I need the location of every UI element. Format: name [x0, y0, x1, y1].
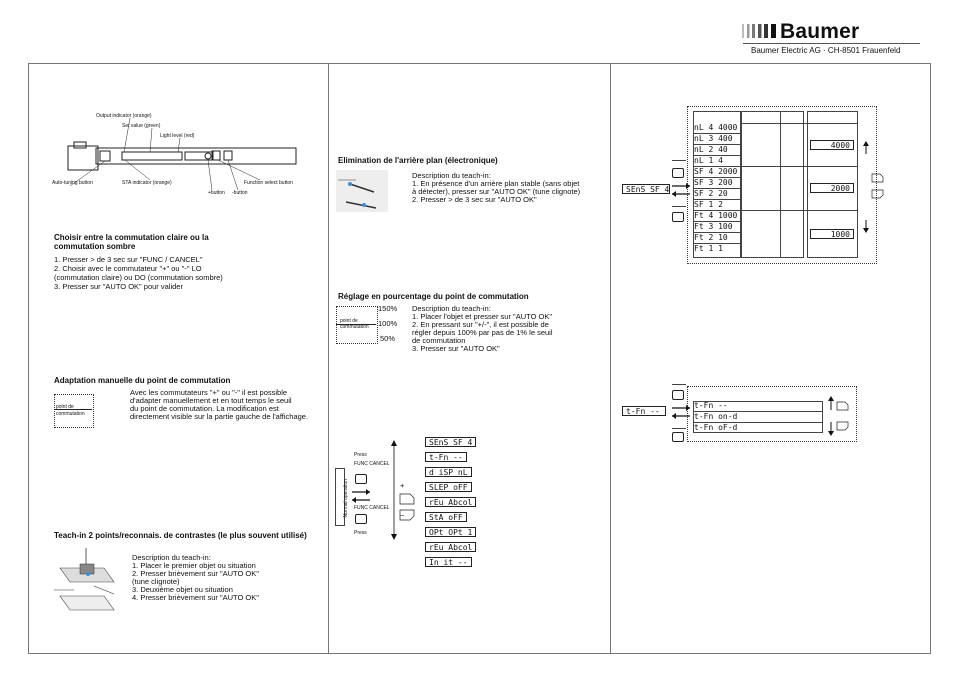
sens-start-display: SEnS SF 4	[622, 184, 670, 194]
bg-line-2: 1. En présence d'un arrière plan stable (sans objet	[412, 179, 580, 188]
label-sta-indicator: STA indicator (orange)	[122, 180, 172, 186]
step-2: 2. Choisir avec le commutateur "+" ou "-" LO	[54, 264, 202, 273]
menu-item-reu-2[interactable]: rEu Abcol	[425, 542, 476, 552]
adaptation-line-1: Avec les commutateurs "+" ou "-" il est possible	[130, 388, 288, 397]
pct-box-label-2: commutation	[340, 324, 369, 330]
menu-item-tfn[interactable]: t-Fn --	[425, 452, 467, 462]
menu-item-slep[interactable]: SLEP oFF	[425, 482, 472, 492]
tfn-bracket-top	[672, 384, 686, 385]
bg-line-4: 2. Presser > de 3 sec sur "AUTO OK"	[412, 195, 537, 204]
tfn-button-top[interactable]	[672, 390, 684, 400]
section-title-commutation: Choisir entre la commutation claire ou la	[54, 233, 209, 242]
pct-line-3: 2. En pressant sur "+/-", il est possible de	[412, 320, 549, 329]
section-title-adaptation: Adaptation manuelle du point de commutation	[54, 376, 231, 385]
background-elimination-illustration	[336, 170, 388, 212]
sens-bracket-top	[672, 160, 686, 161]
adaptation-line-2: d'adapter manuellement et en tout temps le seuil	[130, 396, 292, 405]
pct-line-6: 3. Presser sur "AUTO OK"	[412, 344, 500, 353]
normal-operation-label: Normal operation	[342, 479, 349, 518]
section-title-background-elimination: Elimination de l'arrière plan (électronique)	[338, 156, 498, 165]
tfn-switch-arrows-icon	[670, 404, 692, 420]
tfn-row-3: t-Fn oF-d	[694, 423, 738, 432]
sens-switch-arrows-icon	[670, 182, 692, 198]
step-3: 3. Presser sur "AUTO OK" pour valider	[54, 282, 183, 291]
menu-item-reu-1[interactable]: rEu Abcol	[425, 497, 476, 507]
section-title-percentage: Réglage en pourcentage du point de commutation	[338, 292, 529, 301]
sens-button-bottom[interactable]	[672, 212, 684, 222]
bg-line-3: à détecter), presser sur "AUTO OK" (tune clignote)	[412, 187, 581, 196]
teach2-line-6: 4. Presser brièvement sur "AUTO OK"	[132, 593, 259, 602]
menu-item-disp[interactable]: d iSP nL	[425, 467, 472, 477]
sens-row-2: nL 3 400	[694, 133, 740, 145]
sens-row-3: nL 2 40	[694, 144, 740, 156]
sens-row-6: SF 3 200	[694, 177, 740, 189]
sens-row-10: Ft 3 100	[694, 221, 740, 233]
teach2-line-4: (tune clignote)	[132, 577, 180, 586]
press-top-label: Press	[354, 452, 367, 458]
sens-value-4000: 4000	[810, 140, 854, 150]
label-light-level: Light level (red)	[160, 133, 195, 139]
pct-100: 100%	[378, 319, 398, 328]
label-minus-button: -button	[232, 190, 248, 196]
pct-line-4: régler depuis 100% par pas de 1% le seuil	[412, 328, 553, 337]
sens-table-mid-divider	[780, 111, 781, 258]
func-cancel-button-bottom[interactable]	[355, 514, 367, 524]
tfn-row-1: t-Fn --	[694, 400, 822, 412]
menu-item-init[interactable]: In it --	[425, 557, 472, 567]
menu-item-sens[interactable]: SEnS SF 4	[425, 437, 476, 447]
sens-row-1: nL 4 4000	[694, 122, 740, 134]
brand-name: Baumer	[780, 20, 860, 43]
column-divider-2	[610, 63, 611, 654]
label-auto-tuning: Auto-tuning button	[52, 180, 93, 186]
sens-button-top[interactable]	[672, 168, 684, 178]
sens-value-1000: 1000	[810, 229, 854, 239]
sens-row-7: SF 2 20	[694, 188, 740, 200]
label-set-value: Set value (green)	[122, 123, 161, 129]
sens-table-group-line-1	[741, 166, 858, 167]
box-label-2: commutation	[56, 411, 85, 417]
step-1: 1. Presser > de 3 sec sur "FUNC / CANCEL"	[54, 255, 203, 264]
switch-arrows-icon	[350, 488, 372, 504]
brand-rule	[743, 43, 920, 44]
step-2-cont: (commutation claire) ou DO (commutation sombre)	[54, 273, 223, 282]
sens-row-11: Ft 2 10	[694, 232, 740, 244]
func-cancel-top-label: FUNC CANCEL	[354, 461, 390, 467]
sens-table-header-line	[741, 123, 858, 124]
sens-table-mid-col	[741, 111, 804, 258]
pct-box-label-1: point de	[340, 318, 358, 324]
company-address: Baumer Electric AG · CH-8501 Frauenfeld	[751, 46, 901, 55]
plus-label: +	[400, 481, 405, 490]
column-divider-1	[328, 63, 329, 654]
func-cancel-button-top[interactable]	[355, 474, 367, 484]
teach2-line-5: 3. Deuxième objet ou situation	[132, 585, 233, 594]
pct-150: 150%	[378, 304, 398, 313]
sens-bracket-bottom	[672, 206, 686, 207]
pct-50: 50%	[380, 334, 396, 343]
sens-row-9: Ft 4 1000	[694, 210, 740, 222]
tfn-row-2: t-Fn on-d	[694, 411, 822, 423]
press-bottom-label: Press	[354, 530, 367, 536]
section-title-teach-in-2-points: Teach-in 2 points/reconnais. de contrastes (le plus souvent utilisé)	[54, 531, 307, 540]
sens-table-group-line-2	[741, 210, 858, 211]
section-title-commutation-2: commutation sombre	[54, 242, 136, 251]
bg-line-1: Description du teach-in:	[412, 171, 491, 180]
baumer-logo-icon	[742, 22, 778, 40]
label-output-indicator: Output indicator (orange)	[96, 113, 152, 119]
teach2-line-2: 1. Placer le premier objet ou situation	[132, 561, 256, 570]
label-function-select: Function select button	[244, 180, 293, 186]
tfn-bracket-bottom	[672, 428, 686, 429]
teach2-line-3: 2. Presser brièvement sur "AUTO OK"	[132, 569, 259, 578]
tfn-button-bottom[interactable]	[672, 432, 684, 442]
tfn-start-display: t-Fn --	[622, 406, 666, 416]
sens-row-5: SF 4 2000	[694, 166, 740, 178]
tfn-table-controls	[826, 396, 854, 436]
pct-line-2: 1. Placer l'objet et presser sur "AUTO OK"	[412, 312, 553, 321]
minus-label: −	[400, 511, 405, 520]
sens-row-12: Ft 1 1	[694, 244, 723, 253]
pct-line-1: Description du teach-in:	[412, 304, 491, 313]
pct-line-5: de commutation	[412, 336, 466, 345]
adaptation-line-4: directement visible sur la partie gauche de l'affichage.	[130, 412, 309, 421]
sens-row-8: SF 1 2	[694, 199, 740, 211]
teach2-line-1: Description du teach-in:	[132, 553, 211, 562]
adaptation-line-3: du point de commutation. La modification est	[130, 404, 279, 413]
menu-item-opt[interactable]: OPt OPt 1	[425, 527, 476, 537]
sens-value-2000: 2000	[810, 183, 854, 193]
sens-row-4: nL 1 4	[694, 155, 740, 167]
teach-in-illustration	[54, 546, 124, 612]
sens-table-controls	[860, 140, 884, 240]
box-label-1: point de	[56, 404, 74, 410]
menu-item-sta[interactable]: StA oFF	[425, 512, 467, 522]
func-cancel-bottom-label: FUNC CANCEL	[354, 505, 390, 511]
label-plus-button: +button	[208, 190, 225, 196]
